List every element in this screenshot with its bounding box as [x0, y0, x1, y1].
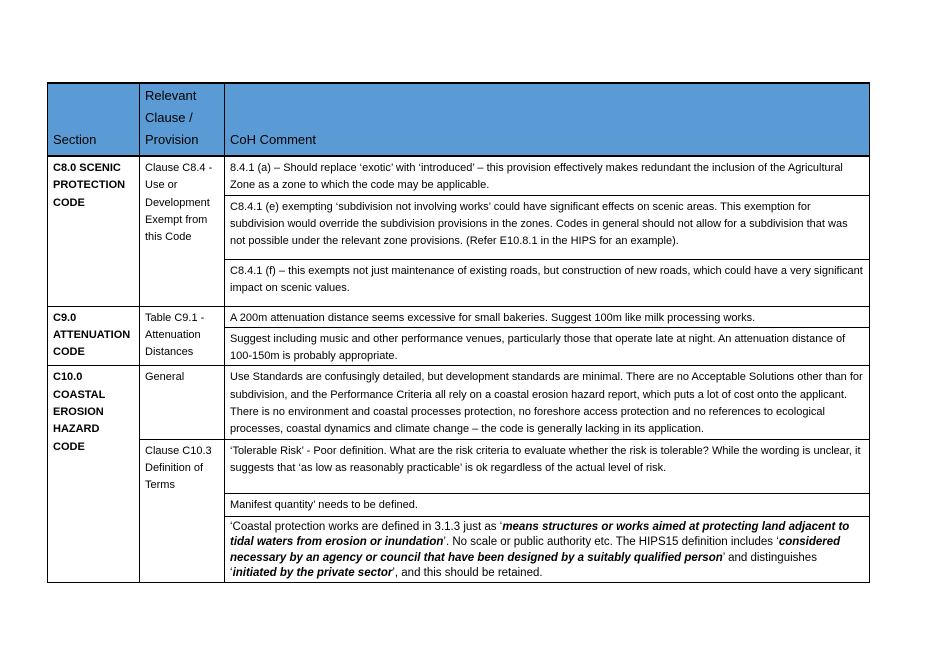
clause-cell: Clause C10.3 Definition of Terms — [140, 439, 225, 582]
header-clause: Relevant Clause / Provision — [140, 83, 225, 156]
comment-cell: C8.4.1 (f) – this exempts not just maintenance of existing roads, but construction of new roads, which could have a very significant impact on scenic values. — [225, 259, 870, 306]
comment-cell: Use Standards are confusingly detailed, but development standards are minimal. There are no Acceptable Solutions other than for subdivision, and the Performance Criteria all rely on a coastal erosion hazard report, which puts a lot of cost onto the applicant. There is no environment and coastal processes protection, no foreshore access protection and no references to ecological processes, coastal dynamics and climate change – the code is generally lacking in its application. — [225, 366, 870, 439]
header-comment: CoH Comment — [225, 83, 870, 156]
comment-text: ’ and distinguishes ‘ — [230, 551, 817, 580]
comment-cell: ‘Tolerable Risk’ - Poor definition. What are the risk criteria to evaluate whether the risk is tolerable? While the wording is unclear, it suggests that ‘as low as reasonably practicable’ is ok regardless of the actual level of risk. — [225, 439, 870, 493]
comment-cell: C8.4.1 (e) exempting ‘subdivision not involving works’ could have significant effects on scenic areas. This exemption for subdivision would override the subdivision provisions in the zones. Codes in general should not allow for a subdivision that was not possible under the relevant zone provisions. (Refer E10.8.1 in the HIPS for an example). — [225, 195, 870, 259]
comment-cell: A 200m attenuation distance seems excessive for small bakeries. Suggest 100m like milk processing works. — [225, 306, 870, 327]
comment-cell: Suggest including music and other performance venues, particularly those that operate late at night. An attenuation distance of 100-150m is probably appropriate. — [225, 327, 870, 366]
comment-cell: Manifest quantity’ needs to be defined. — [225, 493, 870, 516]
quoted-definition: considered necessary by an agency or council that have been designed by a suitably qualified person — [230, 536, 841, 564]
table-row — [48, 306, 870, 327]
section-cell: C10.0 COASTAL EROSION HAZARD CODE — [48, 366, 140, 582]
comments-table — [47, 82, 870, 583]
section-cell: C8.0 SCENIC PROTECTION CODE — [48, 156, 140, 306]
comment-cell: 8.4.1 (a) – Should replace ‘exotic’ with ‘introduced’ – this provision effectively makes redundant the inclusion of the Agricultural Zone as a zone to which the code may be applicable. — [225, 156, 870, 195]
comment-cell — [225, 516, 870, 582]
comment-text: ‘Coastal protection works are defined in 3.1.3 just as ‘ — [230, 520, 503, 533]
header-section: Section — [48, 83, 140, 156]
comment-text: ’, and this should be retained. — [392, 567, 543, 580]
table-row — [48, 156, 870, 195]
section-cell: C9.0 ATTENUATION CODE — [48, 306, 140, 366]
table-header-row — [48, 83, 870, 156]
clause-cell: Clause C8.4 - Use or Development Exempt from this Code — [140, 156, 225, 306]
quoted-definition: initiated by the private sector — [232, 567, 393, 580]
clause-cell: Table C9.1 - Attenuation Distances — [140, 306, 225, 366]
clause-cell: General — [140, 366, 225, 439]
comment-text: ’. No scale or public authority etc. The HIPS15 definition includes ‘ — [443, 536, 779, 549]
quoted-definition: means structures or works aimed at protecting land adjacent to tidal waters from erosion or inundation — [230, 520, 850, 549]
table-row — [48, 366, 870, 439]
table-row — [48, 439, 870, 493]
